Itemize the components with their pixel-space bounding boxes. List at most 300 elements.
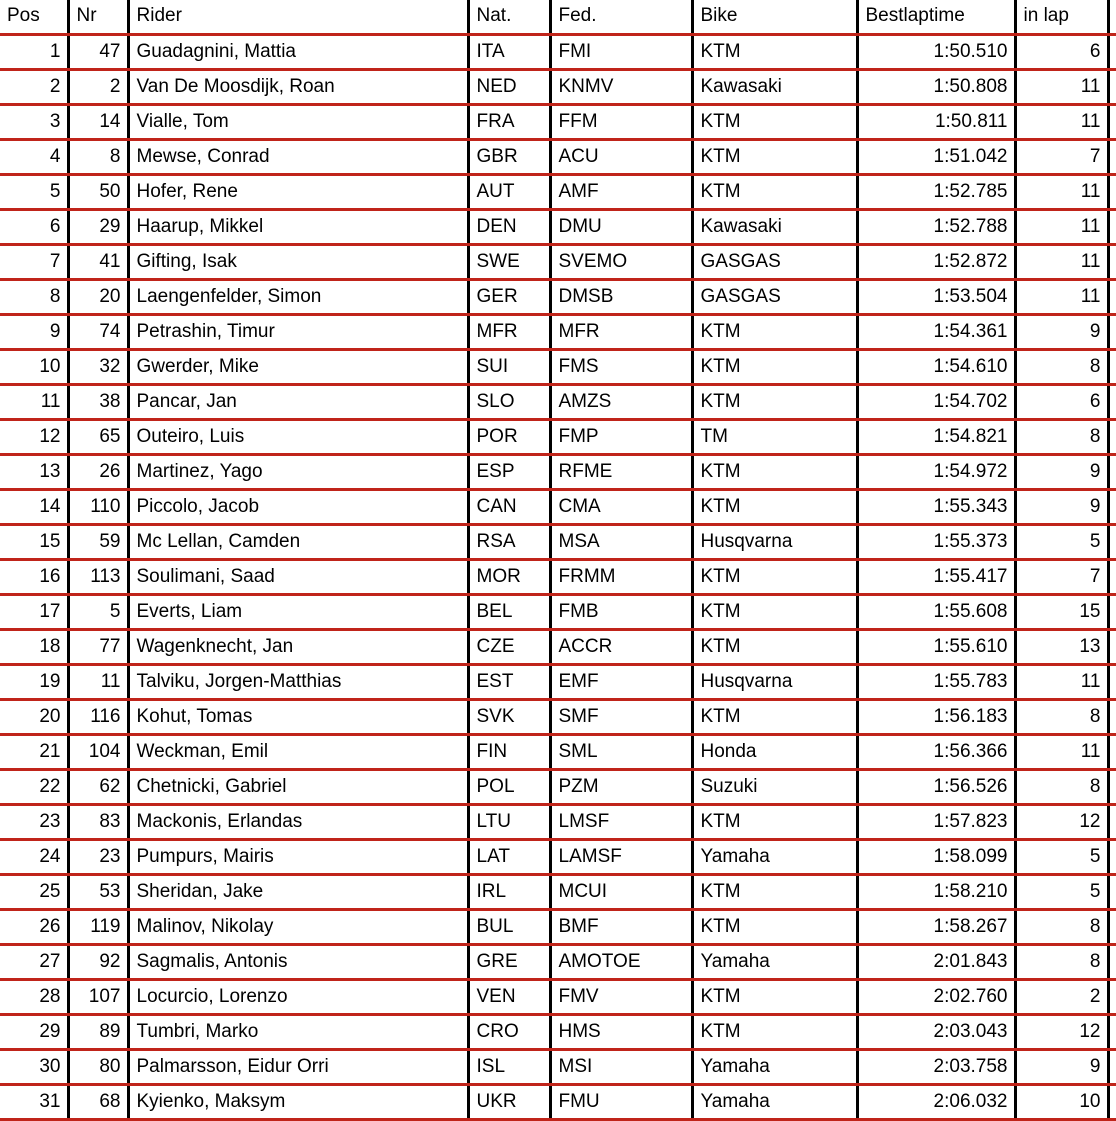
column-header-bike[interactable]: Bike bbox=[692, 0, 857, 34]
cell-bike: Yamaha bbox=[692, 1049, 857, 1084]
cell-overflow bbox=[1108, 979, 1116, 1014]
cell-fed: FMI bbox=[550, 34, 692, 69]
cell-best: 1:58.099 bbox=[857, 839, 1015, 874]
table-row[interactable] bbox=[0, 104, 1116, 139]
cell-nr: 47 bbox=[68, 34, 128, 69]
cell-nr: 41 bbox=[68, 244, 128, 279]
cell-rider: Tumbri, Marko bbox=[128, 1014, 468, 1049]
cell-overflow bbox=[1108, 69, 1116, 104]
cell-overflow bbox=[1108, 314, 1116, 349]
cell-overflow bbox=[1108, 279, 1116, 314]
cell-fed: FMU bbox=[550, 1084, 692, 1119]
cell-nat: SWE bbox=[468, 244, 550, 279]
table-row[interactable] bbox=[0, 734, 1116, 769]
column-header-inlap[interactable]: in lap bbox=[1015, 0, 1108, 34]
cell-nr: 2 bbox=[68, 69, 128, 104]
cell-nat: POR bbox=[468, 419, 550, 454]
cell-nr: 107 bbox=[68, 979, 128, 1014]
table-row[interactable] bbox=[0, 594, 1116, 629]
cell-rider: Everts, Liam bbox=[128, 594, 468, 629]
cell-overflow bbox=[1108, 489, 1116, 524]
cell-fed: LAMSF bbox=[550, 839, 692, 874]
column-header-rider[interactable]: Rider bbox=[128, 0, 468, 34]
cell-bike: Husqvarna bbox=[692, 664, 857, 699]
cell-best: 1:53.504 bbox=[857, 279, 1015, 314]
cell-bike: Yamaha bbox=[692, 1084, 857, 1119]
cell-bike: KTM bbox=[692, 349, 857, 384]
cell-inlap: 11 bbox=[1015, 174, 1108, 209]
table-row[interactable] bbox=[0, 839, 1116, 874]
cell-inlap: 5 bbox=[1015, 524, 1108, 559]
cell-overflow bbox=[1108, 139, 1116, 174]
cell-inlap: 2 bbox=[1015, 979, 1108, 1014]
cell-rider: Mc Lellan, Camden bbox=[128, 524, 468, 559]
cell-inlap: 15 bbox=[1015, 594, 1108, 629]
cell-nat: LTU bbox=[468, 804, 550, 839]
cell-bike: Yamaha bbox=[692, 944, 857, 979]
cell-fed: AMZS bbox=[550, 384, 692, 419]
cell-nat: GRE bbox=[468, 944, 550, 979]
cell-best: 1:55.373 bbox=[857, 524, 1015, 559]
cell-rider: Sheridan, Jake bbox=[128, 874, 468, 909]
cell-rider: Vialle, Tom bbox=[128, 104, 468, 139]
column-header-fed[interactable]: Fed. bbox=[550, 0, 692, 34]
cell-fed: KNMV bbox=[550, 69, 692, 104]
cell-rider: Haarup, Mikkel bbox=[128, 209, 468, 244]
cell-inlap: 6 bbox=[1015, 34, 1108, 69]
cell-best: 1:56.526 bbox=[857, 769, 1015, 804]
cell-best: 1:50.510 bbox=[857, 34, 1015, 69]
cell-rider: Martinez, Yago bbox=[128, 454, 468, 489]
cell-rider: Locurcio, Lorenzo bbox=[128, 979, 468, 1014]
table-row[interactable] bbox=[0, 874, 1116, 909]
cell-best: 1:55.608 bbox=[857, 594, 1015, 629]
cell-nat: FRA bbox=[468, 104, 550, 139]
cell-best: 2:03.758 bbox=[857, 1049, 1015, 1084]
cell-pos: 11 bbox=[0, 384, 68, 419]
cell-rider: Talviku, Jorgen-Matthias bbox=[128, 664, 468, 699]
cell-bike: Kawasaki bbox=[692, 69, 857, 104]
cell-nr: 74 bbox=[68, 314, 128, 349]
table-row[interactable] bbox=[0, 279, 1116, 314]
cell-nat: GBR bbox=[468, 139, 550, 174]
cell-nr: 38 bbox=[68, 384, 128, 419]
cell-best: 1:51.042 bbox=[857, 139, 1015, 174]
cell-rider: Piccolo, Jacob bbox=[128, 489, 468, 524]
cell-fed: EMF bbox=[550, 664, 692, 699]
cell-bike: KTM bbox=[692, 594, 857, 629]
cell-inlap: 5 bbox=[1015, 839, 1108, 874]
cell-nr: 89 bbox=[68, 1014, 128, 1049]
cell-nr: 77 bbox=[68, 629, 128, 664]
cell-pos: 24 bbox=[0, 839, 68, 874]
cell-nr: 59 bbox=[68, 524, 128, 559]
table-row[interactable] bbox=[0, 804, 1116, 839]
cell-nat: ESP bbox=[468, 454, 550, 489]
cell-fed: ACU bbox=[550, 139, 692, 174]
table-row[interactable] bbox=[0, 1084, 1116, 1119]
cell-pos: 28 bbox=[0, 979, 68, 1014]
cell-fed: MSA bbox=[550, 524, 692, 559]
cell-overflow bbox=[1108, 944, 1116, 979]
table-header-row bbox=[0, 0, 1116, 34]
cell-fed: RFME bbox=[550, 454, 692, 489]
cell-nat: SVK bbox=[468, 699, 550, 734]
table-row[interactable] bbox=[0, 769, 1116, 804]
table-row[interactable] bbox=[0, 244, 1116, 279]
cell-rider: Kohut, Tomas bbox=[128, 699, 468, 734]
cell-nat: CAN bbox=[468, 489, 550, 524]
cell-bike: Kawasaki bbox=[692, 209, 857, 244]
table-row[interactable] bbox=[0, 699, 1116, 734]
cell-bike: KTM bbox=[692, 979, 857, 1014]
cell-bike: KTM bbox=[692, 909, 857, 944]
cell-bike: Honda bbox=[692, 734, 857, 769]
cell-nat: CRO bbox=[468, 1014, 550, 1049]
cell-pos: 19 bbox=[0, 664, 68, 699]
cell-fed: MCUI bbox=[550, 874, 692, 909]
cell-nr: 8 bbox=[68, 139, 128, 174]
cell-fed: AMOTOE bbox=[550, 944, 692, 979]
table-row[interactable] bbox=[0, 209, 1116, 244]
cell-fed: AMF bbox=[550, 174, 692, 209]
cell-nr: 23 bbox=[68, 839, 128, 874]
table-row[interactable] bbox=[0, 1049, 1116, 1084]
cell-overflow bbox=[1108, 174, 1116, 209]
table-row[interactable] bbox=[0, 34, 1116, 69]
cell-nat: POL bbox=[468, 769, 550, 804]
table-header bbox=[0, 0, 1116, 34]
cell-fed: PZM bbox=[550, 769, 692, 804]
cell-inlap: 7 bbox=[1015, 139, 1108, 174]
cell-nr: 53 bbox=[68, 874, 128, 909]
cell-bike: KTM bbox=[692, 104, 857, 139]
cell-nat: GER bbox=[468, 279, 550, 314]
cell-fed: ACCR bbox=[550, 629, 692, 664]
cell-pos: 12 bbox=[0, 419, 68, 454]
cell-best: 1:55.783 bbox=[857, 664, 1015, 699]
cell-inlap: 11 bbox=[1015, 279, 1108, 314]
cell-inlap: 8 bbox=[1015, 944, 1108, 979]
cell-pos: 6 bbox=[0, 209, 68, 244]
cell-overflow bbox=[1108, 349, 1116, 384]
cell-nr: 26 bbox=[68, 454, 128, 489]
cell-rider: Sagmalis, Antonis bbox=[128, 944, 468, 979]
table-row[interactable] bbox=[0, 524, 1116, 559]
cell-rider: Gwerder, Mike bbox=[128, 349, 468, 384]
cell-bike: TM bbox=[692, 419, 857, 454]
cell-best: 1:56.366 bbox=[857, 734, 1015, 769]
cell-overflow bbox=[1108, 804, 1116, 839]
cell-overflow bbox=[1108, 769, 1116, 804]
cell-pos: 13 bbox=[0, 454, 68, 489]
cell-fed: SVEMO bbox=[550, 244, 692, 279]
cell-overflow bbox=[1108, 384, 1116, 419]
cell-rider: Wagenknecht, Jan bbox=[128, 629, 468, 664]
table-row[interactable] bbox=[0, 419, 1116, 454]
cell-nr: 80 bbox=[68, 1049, 128, 1084]
cell-overflow bbox=[1108, 559, 1116, 594]
cell-nat: ISL bbox=[468, 1049, 550, 1084]
column-header-overflow bbox=[1108, 0, 1116, 34]
cell-overflow bbox=[1108, 34, 1116, 69]
cell-rider: Soulimani, Saad bbox=[128, 559, 468, 594]
cell-nr: 113 bbox=[68, 559, 128, 594]
cell-fed: MSI bbox=[550, 1049, 692, 1084]
column-header-nat[interactable]: Nat. bbox=[468, 0, 550, 34]
cell-inlap: 11 bbox=[1015, 244, 1108, 279]
cell-best: 1:52.872 bbox=[857, 244, 1015, 279]
cell-pos: 27 bbox=[0, 944, 68, 979]
cell-inlap: 11 bbox=[1015, 734, 1108, 769]
cell-overflow bbox=[1108, 524, 1116, 559]
table-row[interactable] bbox=[0, 664, 1116, 699]
cell-overflow bbox=[1108, 594, 1116, 629]
cell-nat: LAT bbox=[468, 839, 550, 874]
cell-fed: LMSF bbox=[550, 804, 692, 839]
cell-rider: Outeiro, Luis bbox=[128, 419, 468, 454]
cell-overflow bbox=[1108, 209, 1116, 244]
cell-best: 1:55.417 bbox=[857, 559, 1015, 594]
cell-inlap: 9 bbox=[1015, 489, 1108, 524]
cell-bike: KTM bbox=[692, 454, 857, 489]
cell-rider: Mewse, Conrad bbox=[128, 139, 468, 174]
cell-nr: 32 bbox=[68, 349, 128, 384]
table-row[interactable] bbox=[0, 944, 1116, 979]
cell-pos: 22 bbox=[0, 769, 68, 804]
cell-overflow bbox=[1108, 1049, 1116, 1084]
cell-bike: KTM bbox=[692, 384, 857, 419]
cell-rider: Gifting, Isak bbox=[128, 244, 468, 279]
cell-rider: Chetnicki, Gabriel bbox=[128, 769, 468, 804]
cell-nr: 68 bbox=[68, 1084, 128, 1119]
cell-nr: 119 bbox=[68, 909, 128, 944]
cell-inlap: 11 bbox=[1015, 69, 1108, 104]
cell-nat: VEN bbox=[468, 979, 550, 1014]
cell-pos: 2 bbox=[0, 69, 68, 104]
cell-best: 1:54.361 bbox=[857, 314, 1015, 349]
cell-inlap: 12 bbox=[1015, 804, 1108, 839]
cell-rider: Laengenfelder, Simon bbox=[128, 279, 468, 314]
cell-inlap: 5 bbox=[1015, 874, 1108, 909]
cell-bike: KTM bbox=[692, 139, 857, 174]
cell-pos: 14 bbox=[0, 489, 68, 524]
cell-pos: 5 bbox=[0, 174, 68, 209]
cell-nr: 110 bbox=[68, 489, 128, 524]
table-row[interactable] bbox=[0, 909, 1116, 944]
cell-overflow bbox=[1108, 734, 1116, 769]
cell-overflow bbox=[1108, 104, 1116, 139]
table-body bbox=[0, 34, 1116, 1119]
cell-pos: 8 bbox=[0, 279, 68, 314]
cell-rider: Pancar, Jan bbox=[128, 384, 468, 419]
cell-pos: 26 bbox=[0, 909, 68, 944]
cell-inlap: 12 bbox=[1015, 1014, 1108, 1049]
cell-pos: 16 bbox=[0, 559, 68, 594]
cell-inlap: 13 bbox=[1015, 629, 1108, 664]
cell-fed: FRMM bbox=[550, 559, 692, 594]
cell-nr: 116 bbox=[68, 699, 128, 734]
cell-bike: Suzuki bbox=[692, 769, 857, 804]
cell-fed: DMU bbox=[550, 209, 692, 244]
column-header-bestlaptime[interactable]: Bestlaptime bbox=[857, 0, 1015, 34]
cell-bike: KTM bbox=[692, 1014, 857, 1049]
column-header-nr[interactable]: Nr bbox=[68, 0, 128, 34]
cell-pos: 15 bbox=[0, 524, 68, 559]
cell-nat: FIN bbox=[468, 734, 550, 769]
cell-inlap: 8 bbox=[1015, 349, 1108, 384]
cell-fed: FMV bbox=[550, 979, 692, 1014]
table-row[interactable] bbox=[0, 454, 1116, 489]
cell-rider: Palmarsson, Eidur Orri bbox=[128, 1049, 468, 1084]
cell-fed: FMS bbox=[550, 349, 692, 384]
cell-overflow bbox=[1108, 1084, 1116, 1119]
cell-nat: ITA bbox=[468, 34, 550, 69]
table-row[interactable] bbox=[0, 1014, 1116, 1049]
cell-inlap: 11 bbox=[1015, 104, 1108, 139]
cell-fed: DMSB bbox=[550, 279, 692, 314]
cell-pos: 17 bbox=[0, 594, 68, 629]
cell-nr: 92 bbox=[68, 944, 128, 979]
cell-best: 1:54.610 bbox=[857, 349, 1015, 384]
cell-best: 2:03.043 bbox=[857, 1014, 1015, 1049]
cell-bike: KTM bbox=[692, 559, 857, 594]
cell-pos: 25 bbox=[0, 874, 68, 909]
cell-best: 1:56.183 bbox=[857, 699, 1015, 734]
cell-fed: MFR bbox=[550, 314, 692, 349]
cell-nr: 83 bbox=[68, 804, 128, 839]
cell-best: 1:57.823 bbox=[857, 804, 1015, 839]
cell-best: 1:55.610 bbox=[857, 629, 1015, 664]
cell-overflow bbox=[1108, 699, 1116, 734]
cell-nat: MFR bbox=[468, 314, 550, 349]
cell-best: 2:06.032 bbox=[857, 1084, 1015, 1119]
cell-fed: CMA bbox=[550, 489, 692, 524]
cell-nat: IRL bbox=[468, 874, 550, 909]
cell-rider: Guadagnini, Mattia bbox=[128, 34, 468, 69]
cell-inlap: 11 bbox=[1015, 664, 1108, 699]
cell-inlap: 11 bbox=[1015, 209, 1108, 244]
cell-bike: Husqvarna bbox=[692, 524, 857, 559]
cell-rider: Malinov, Nikolay bbox=[128, 909, 468, 944]
table-row[interactable] bbox=[0, 384, 1116, 419]
cell-overflow bbox=[1108, 454, 1116, 489]
table-row[interactable] bbox=[0, 349, 1116, 384]
table-row[interactable] bbox=[0, 314, 1116, 349]
cell-inlap: 6 bbox=[1015, 384, 1108, 419]
cell-rider: Pumpurs, Mairis bbox=[128, 839, 468, 874]
cell-rider: Hofer, Rene bbox=[128, 174, 468, 209]
cell-best: 1:54.702 bbox=[857, 384, 1015, 419]
cell-fed: FFM bbox=[550, 104, 692, 139]
cell-pos: 31 bbox=[0, 1084, 68, 1119]
table-row[interactable] bbox=[0, 559, 1116, 594]
cell-bike: KTM bbox=[692, 804, 857, 839]
cell-rider: Weckman, Emil bbox=[128, 734, 468, 769]
cell-best: 1:52.788 bbox=[857, 209, 1015, 244]
cell-inlap: 10 bbox=[1015, 1084, 1108, 1119]
cell-fed: FMP bbox=[550, 419, 692, 454]
cell-best: 1:58.267 bbox=[857, 909, 1015, 944]
cell-inlap: 9 bbox=[1015, 1049, 1108, 1084]
cell-nat: BUL bbox=[468, 909, 550, 944]
cell-nat: UKR bbox=[468, 1084, 550, 1119]
column-header-pos[interactable]: Pos bbox=[0, 0, 68, 34]
cell-overflow bbox=[1108, 874, 1116, 909]
cell-overflow bbox=[1108, 629, 1116, 664]
cell-inlap: 9 bbox=[1015, 454, 1108, 489]
cell-bike: KTM bbox=[692, 699, 857, 734]
cell-pos: 18 bbox=[0, 629, 68, 664]
table-row[interactable] bbox=[0, 489, 1116, 524]
cell-best: 1:52.785 bbox=[857, 174, 1015, 209]
cell-fed: SMF bbox=[550, 699, 692, 734]
cell-fed: BMF bbox=[550, 909, 692, 944]
cell-nr: 104 bbox=[68, 734, 128, 769]
cell-pos: 21 bbox=[0, 734, 68, 769]
cell-nat: NED bbox=[468, 69, 550, 104]
cell-nr: 5 bbox=[68, 594, 128, 629]
cell-pos: 9 bbox=[0, 314, 68, 349]
cell-bike: KTM bbox=[692, 629, 857, 664]
cell-bike: KTM bbox=[692, 314, 857, 349]
cell-overflow bbox=[1108, 664, 1116, 699]
table-row[interactable] bbox=[0, 139, 1116, 174]
table-row[interactable] bbox=[0, 69, 1116, 104]
cell-bike: Yamaha bbox=[692, 839, 857, 874]
cell-overflow bbox=[1108, 839, 1116, 874]
table-row[interactable] bbox=[0, 979, 1116, 1014]
cell-pos: 1 bbox=[0, 34, 68, 69]
cell-bike: KTM bbox=[692, 489, 857, 524]
table-row[interactable] bbox=[0, 629, 1116, 664]
cell-best: 1:50.808 bbox=[857, 69, 1015, 104]
cell-pos: 30 bbox=[0, 1049, 68, 1084]
cell-fed: FMB bbox=[550, 594, 692, 629]
cell-pos: 20 bbox=[0, 699, 68, 734]
cell-bike: GASGAS bbox=[692, 244, 857, 279]
cell-nr: 50 bbox=[68, 174, 128, 209]
cell-overflow bbox=[1108, 419, 1116, 454]
cell-nat: EST bbox=[468, 664, 550, 699]
cell-overflow bbox=[1108, 1014, 1116, 1049]
cell-best: 1:54.972 bbox=[857, 454, 1015, 489]
cell-nr: 11 bbox=[68, 664, 128, 699]
cell-nat: BEL bbox=[468, 594, 550, 629]
cell-inlap: 8 bbox=[1015, 419, 1108, 454]
cell-bike: GASGAS bbox=[692, 279, 857, 314]
cell-nr: 29 bbox=[68, 209, 128, 244]
cell-rider: Van De Moosdijk, Roan bbox=[128, 69, 468, 104]
cell-pos: 3 bbox=[0, 104, 68, 139]
cell-pos: 7 bbox=[0, 244, 68, 279]
cell-overflow bbox=[1108, 244, 1116, 279]
cell-inlap: 8 bbox=[1015, 769, 1108, 804]
cell-best: 1:55.343 bbox=[857, 489, 1015, 524]
cell-pos: 10 bbox=[0, 349, 68, 384]
cell-best: 2:02.760 bbox=[857, 979, 1015, 1014]
cell-nat: MOR bbox=[468, 559, 550, 594]
cell-fed: SML bbox=[550, 734, 692, 769]
cell-nat: SLO bbox=[468, 384, 550, 419]
cell-nat: AUT bbox=[468, 174, 550, 209]
cell-nr: 14 bbox=[68, 104, 128, 139]
cell-inlap: 9 bbox=[1015, 314, 1108, 349]
table-row[interactable] bbox=[0, 174, 1116, 209]
cell-bike: KTM bbox=[692, 874, 857, 909]
cell-nr: 65 bbox=[68, 419, 128, 454]
cell-rider: Petrashin, Timur bbox=[128, 314, 468, 349]
